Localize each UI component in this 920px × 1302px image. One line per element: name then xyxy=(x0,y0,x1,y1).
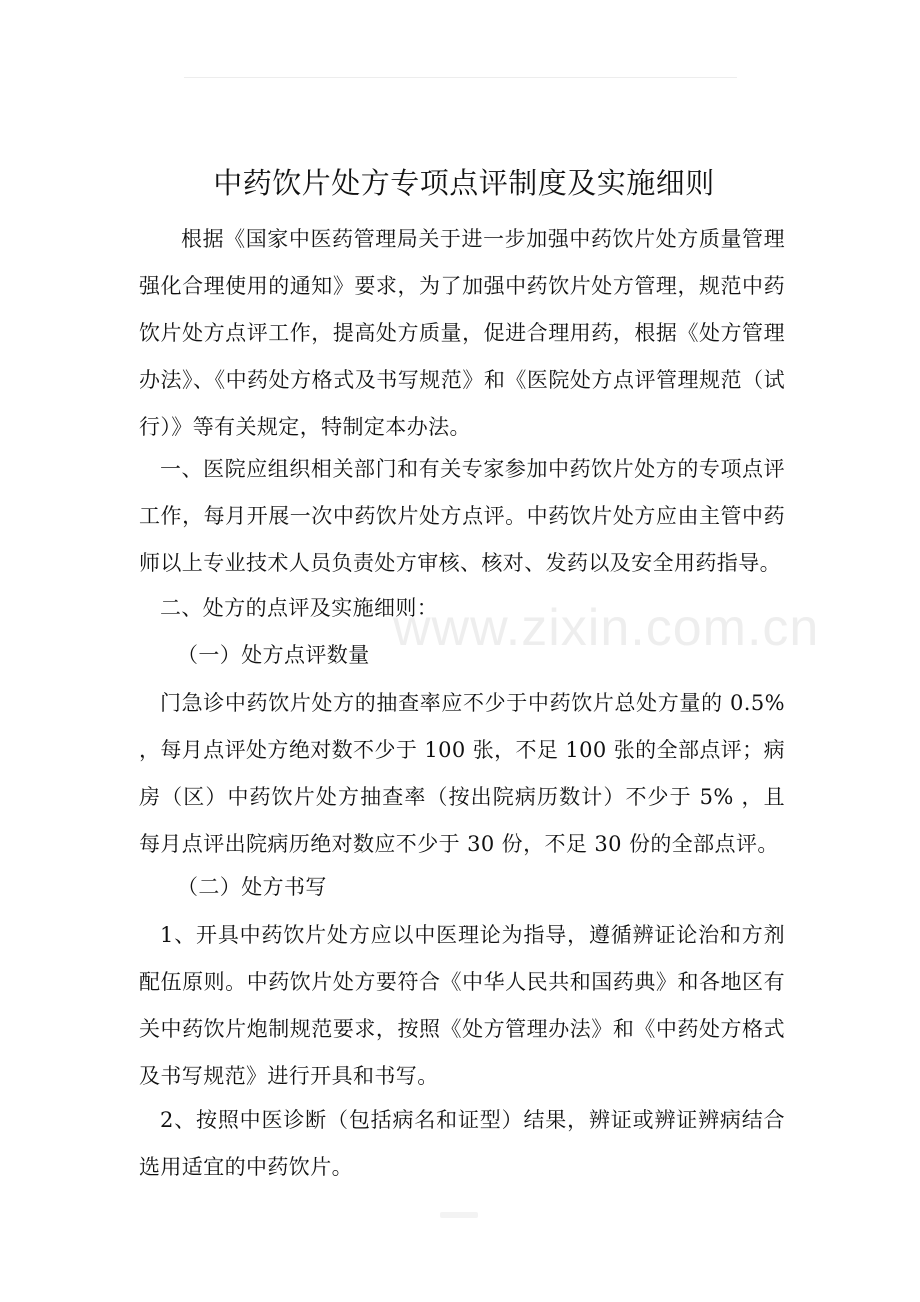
writing-rule-two: 2、按照中医诊断（包括病名和证型）结果，辨证或辨证辨病结合选用适宜的中药饮片。 xyxy=(139,1108,785,1179)
subsection-two-heading: （二）处方书写 xyxy=(177,875,327,899)
section-two-heading: 二、处方的点评及实施细则： xyxy=(160,596,439,620)
intro-paragraph: 根据《国家中医药管理局关于进一步加强中药饮片处方质量管理强化合理使用的通知》要求，为了加强中药饮片处方管理，规范中药饮片处方点评工作，提高处方质量，促进合理用药，根据《处方管理办法》、《中药处方格式及书写规范》和《医院处方点评管理规范（试行）》等有关规定，特制定本办法。 xyxy=(139,227,785,439)
section-one-paragraph: 一、医院应组织相关部门和有关专家参加中药饮片处方的专项点评工作，每月开展一次中药饮片处方点评。中药饮片处方应由主管中药师以上专业技术人员负责处方审核、核对、发药以及安全用药指导。 xyxy=(139,457,785,575)
watermark: www.zixin.com.cn xyxy=(393,599,820,657)
writing-rule-one: 1、开具中药饮片处方应以中医理论为指导，遵循辨证论治和方剂配伍原则。中药饮片处方要符合《中华人民共和国药典》和各地区有关中药饮片炮制规范要求，按照《处方管理办法》和《中药处方格式及书写规范》进行开具和书写。 xyxy=(139,923,785,1088)
count-rule-paragraph: 门急诊中药饮片处方的抽查率应不少于中药饮片总处方量的 0.5% ，每月点评处方绝对数不少于 100 张，不足 100 张的全部点评；病房（区）中药饮片处方抽查率（按出院病历数计）不少于 5% ，且每月点评出院病历绝对数应不少于 30 份，不足 30 份的全部点评。 xyxy=(139,691,785,856)
document-title: 中药饮片处方专项点评制度及实施细则 xyxy=(213,166,715,200)
header-rule xyxy=(184,77,737,78)
subsection-one-heading: （一）处方点评数量 xyxy=(177,643,370,667)
footer-mark xyxy=(440,1212,478,1218)
